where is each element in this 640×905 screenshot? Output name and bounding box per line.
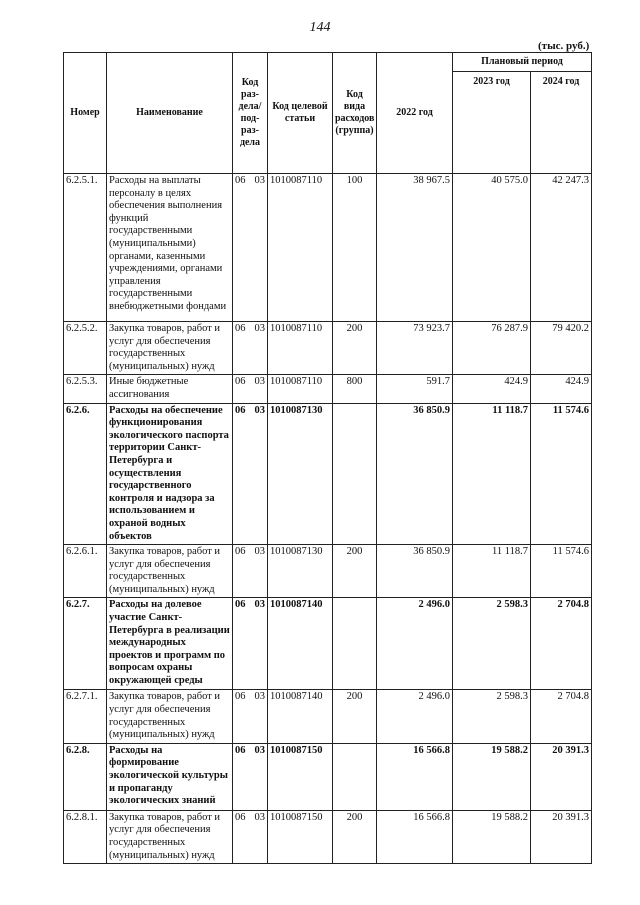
row-subsection: 03	[254, 811, 265, 823]
row-amount-2023: 11 118.7	[453, 403, 531, 545]
row-name: Расходы на выплаты персоналу в целях обеспечения выполнения функций государственными (муниципальными) органами, казенными учреждениями, органами управления государственными внебюджетными фондами	[107, 174, 233, 322]
header-2024: 2024 год	[531, 72, 592, 174]
header-number: Номер	[64, 53, 107, 174]
row-number: 6.2.5.3.	[64, 375, 107, 403]
row-subsection: 03	[254, 691, 265, 703]
row-section: 06	[235, 376, 246, 388]
row-subsection: 03	[254, 323, 265, 334]
table-row	[64, 322, 592, 375]
row-section: 06	[235, 323, 246, 334]
table-row	[64, 403, 592, 545]
row-name: Закупка товаров, работ и услуг для обеспечения государственных (муниципальных) нужд	[107, 545, 233, 598]
row-amount-2022: 36 850.9	[377, 403, 453, 545]
row-number: 6.2.8.1.	[64, 810, 107, 863]
row-amount-2022: 2 496.0	[377, 598, 453, 690]
row-section-code	[233, 743, 268, 810]
budget-table	[63, 52, 592, 864]
row-expense-type: 200	[333, 322, 377, 375]
row-number: 6.2.5.2.	[64, 322, 107, 375]
header-row	[64, 53, 592, 72]
row-amount-2024: 2 704.8	[531, 598, 592, 690]
row-section: 06	[235, 175, 246, 186]
row-amount-2024: 2 704.8	[531, 690, 592, 743]
row-expense-type: 800	[333, 375, 377, 403]
row-name: Закупка товаров, работ и услуг для обеспечения государственных (муниципальных) нужд	[107, 690, 233, 743]
row-target-code: 1010087110	[268, 174, 333, 322]
row-number: 6.2.7.1.	[64, 690, 107, 743]
row-target-code: 1010087130	[268, 403, 333, 545]
row-expense-type	[333, 403, 377, 545]
row-section: 06	[235, 691, 246, 703]
row-section-code	[233, 690, 268, 743]
row-amount-2024: 424.9	[531, 375, 592, 403]
row-amount-2024: 20 391.3	[531, 810, 592, 863]
header-2023: 2023 год	[453, 72, 531, 174]
row-section-code	[233, 403, 268, 545]
row-amount-2023: 19 588.2	[453, 810, 531, 863]
row-section-code	[233, 810, 268, 863]
table-row	[64, 375, 592, 403]
table-row	[64, 743, 592, 810]
row-amount-2023: 424.9	[453, 375, 531, 403]
row-subsection: 03	[254, 376, 265, 388]
row-target-code: 1010087140	[268, 690, 333, 743]
row-amount-2022: 16 566.8	[377, 810, 453, 863]
row-section: 06	[235, 811, 246, 823]
row-amount-2023: 2 598.3	[453, 690, 531, 743]
row-subsection: 03	[254, 546, 265, 558]
table-row	[64, 174, 592, 322]
row-section-code	[233, 322, 268, 375]
row-target-code: 1010087110	[268, 322, 333, 375]
row-section-code	[233, 375, 268, 403]
row-name: Расходы на обеспечение функционирования экологического паспорта территории Санкт-Петербурга и осуществления государственного контроля и надзора за использованием и охраной водных объектов	[107, 403, 233, 545]
row-amount-2023: 19 588.2	[453, 743, 531, 810]
row-amount-2024: 42 247.3	[531, 174, 592, 322]
row-amount-2022: 16 566.8	[377, 743, 453, 810]
row-amount-2022: 73 923.7	[377, 322, 453, 375]
row-expense-type: 200	[333, 810, 377, 863]
row-number: 6.2.6.1.	[64, 545, 107, 598]
row-amount-2023: 2 598.3	[453, 598, 531, 690]
row-subsection: 03	[254, 599, 265, 611]
row-amount-2022: 38 967.5	[377, 174, 453, 322]
header-2022: 2022 год	[377, 53, 453, 174]
row-section: 06	[235, 599, 246, 611]
header-section-code: Код раз-дела/ под-раз-дела	[233, 53, 268, 174]
row-number: 6.2.8.	[64, 743, 107, 810]
row-expense-type	[333, 743, 377, 810]
header-target-code: Код целевой статьи	[268, 53, 333, 174]
row-target-code: 1010087110	[268, 375, 333, 403]
row-amount-2022: 591.7	[377, 375, 453, 403]
row-amount-2023: 11 118.7	[453, 545, 531, 598]
row-expense-type: 200	[333, 545, 377, 598]
table-row	[64, 690, 592, 743]
row-section: 06	[235, 546, 246, 558]
row-subsection: 03	[254, 744, 265, 756]
table-row	[64, 598, 592, 690]
header-planned-period: Плановый период	[453, 53, 592, 72]
row-name: Расходы на формирование экологической культуры и пропаганду экологических знаний	[107, 743, 233, 810]
row-target-code: 1010087130	[268, 545, 333, 598]
row-name: Иные бюджетные ассигнования	[107, 375, 233, 403]
row-section: 06	[235, 404, 246, 416]
row-name: Закупка товаров, работ и услуг для обеспечения государственных (муниципальных) нужд	[107, 322, 233, 375]
row-number: 6.2.7.	[64, 598, 107, 690]
row-amount-2024: 79 420.2	[531, 322, 592, 375]
units-label: (тыс. руб.)	[538, 40, 590, 52]
table-row	[64, 810, 592, 863]
row-amount-2024: 20 391.3	[531, 743, 592, 810]
row-expense-type: 100	[333, 174, 377, 322]
row-section-code	[233, 598, 268, 690]
row-expense-type: 200	[333, 690, 377, 743]
row-section-code	[233, 174, 268, 322]
row-section-code	[233, 545, 268, 598]
row-subsection: 03	[254, 404, 265, 416]
row-section: 06	[235, 744, 246, 756]
row-target-code: 1010087150	[268, 743, 333, 810]
row-name: Закупка товаров, работ и услуг для обеспечения государственных (муниципальных) нужд	[107, 810, 233, 863]
row-number: 6.2.5.1.	[64, 174, 107, 322]
row-amount-2022: 2 496.0	[377, 690, 453, 743]
row-amount-2022: 36 850.9	[377, 545, 453, 598]
table-row	[64, 545, 592, 598]
row-expense-type	[333, 598, 377, 690]
row-amount-2023: 76 287.9	[453, 322, 531, 375]
row-target-code: 1010087140	[268, 598, 333, 690]
row-amount-2024: 11 574.6	[531, 545, 592, 598]
row-amount-2024: 11 574.6	[531, 403, 592, 545]
row-name: Расходы на долевое участие Санкт-Петербурга в реализации международных проектов и программ по вопросам охраны окружающей среды	[107, 598, 233, 690]
row-target-code: 1010087150	[268, 810, 333, 863]
header-expense-type: Код вида расходов (группа)	[333, 53, 377, 174]
row-subsection: 03	[254, 175, 265, 186]
header-name: Наименование	[107, 53, 233, 174]
row-amount-2023: 40 575.0	[453, 174, 531, 322]
row-number: 6.2.6.	[64, 403, 107, 545]
page-number: 144	[309, 20, 331, 35]
